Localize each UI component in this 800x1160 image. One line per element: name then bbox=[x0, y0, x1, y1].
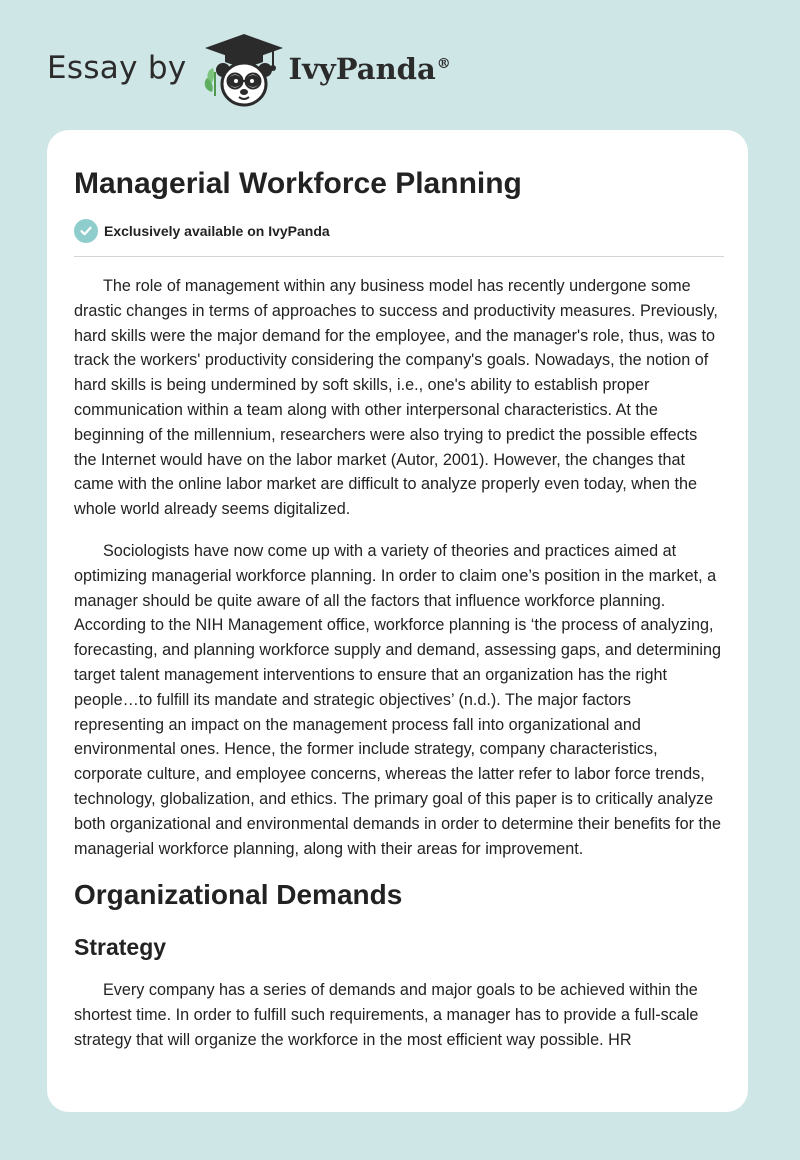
exclusive-badge bbox=[74, 218, 724, 244]
subsection-heading: Strategy bbox=[74, 934, 167, 961]
title-divider bbox=[74, 256, 724, 257]
essay-by-label: Essay by bbox=[47, 50, 187, 86]
paragraph-3: Every company has a series of demands and major goals to be achieved within the shortest time. In order to fulfill such requirements, a manager has to provide a full-scale strategy that will organize the workforce in the most efficient way possible. HR bbox=[74, 981, 699, 1049]
panda-logo-icon bbox=[201, 32, 287, 110]
section-heading: Organizational Demands bbox=[74, 879, 403, 911]
registered-mark: ® bbox=[436, 56, 451, 73]
article-content bbox=[74, 162, 724, 1053]
paragraph-1: The role of management within any business model has recently undergone some drastic changes in terms of approaches to success and productivity measures. Previously, hard skills were the major demand for the employee, and the manager's role, thus, was to track the workers' productivity considering the company's goals. Nowadays, the notion of hard skills is being undermined by soft skills, i.e., one's ability to establish proper communication within a team along with other interpersonal characteristics. At the beginning of the millennium, researchers were also trying to predict the possible effects the Internet would have on the labor market (Autor, 2001). However, the changes that came with the online labor market are difficult to analyze properly even today, when the whole world already seems digitalized. bbox=[74, 277, 718, 519]
article-card bbox=[47, 130, 748, 1112]
brand-text: IvyPanda bbox=[288, 52, 436, 86]
site-header bbox=[47, 32, 451, 110]
paragraph-2: Sociologists have now come up with a variety of theories and practices aimed at optimizing managerial workforce planning. In order to claim one’s position in the market, a manager should be quite aware of all the factors that influence workforce planning. According to the NIH Management office, workforce planning is ‘the process of analyzing, forecasting, and planning workforce supply and demand, assessing gaps, and determining target talent management interventions to ensure that an organization has the right people…to fulfill its mandate and strategic objectives’ (n.d.). The major factors representing an impact on the management process fall into organizational and environmental ones. Hence, the former include strategy, company characteristics, corporate culture, and employee concerns, whereas the latter refer to labor force trends, technology, globalization, and ethics. The primary goal of this paper is to critically analyze both organizational and environmental demands in order to determine their benefits for the managerial workforce planning, along with their areas for improvement. bbox=[74, 541, 722, 858]
article-title: Managerial Workforce Planning bbox=[74, 167, 522, 200]
brand-name bbox=[289, 52, 451, 86]
check-circle-icon bbox=[74, 219, 98, 243]
exclusive-badge-label: Exclusively available on IvyPanda bbox=[104, 223, 330, 239]
